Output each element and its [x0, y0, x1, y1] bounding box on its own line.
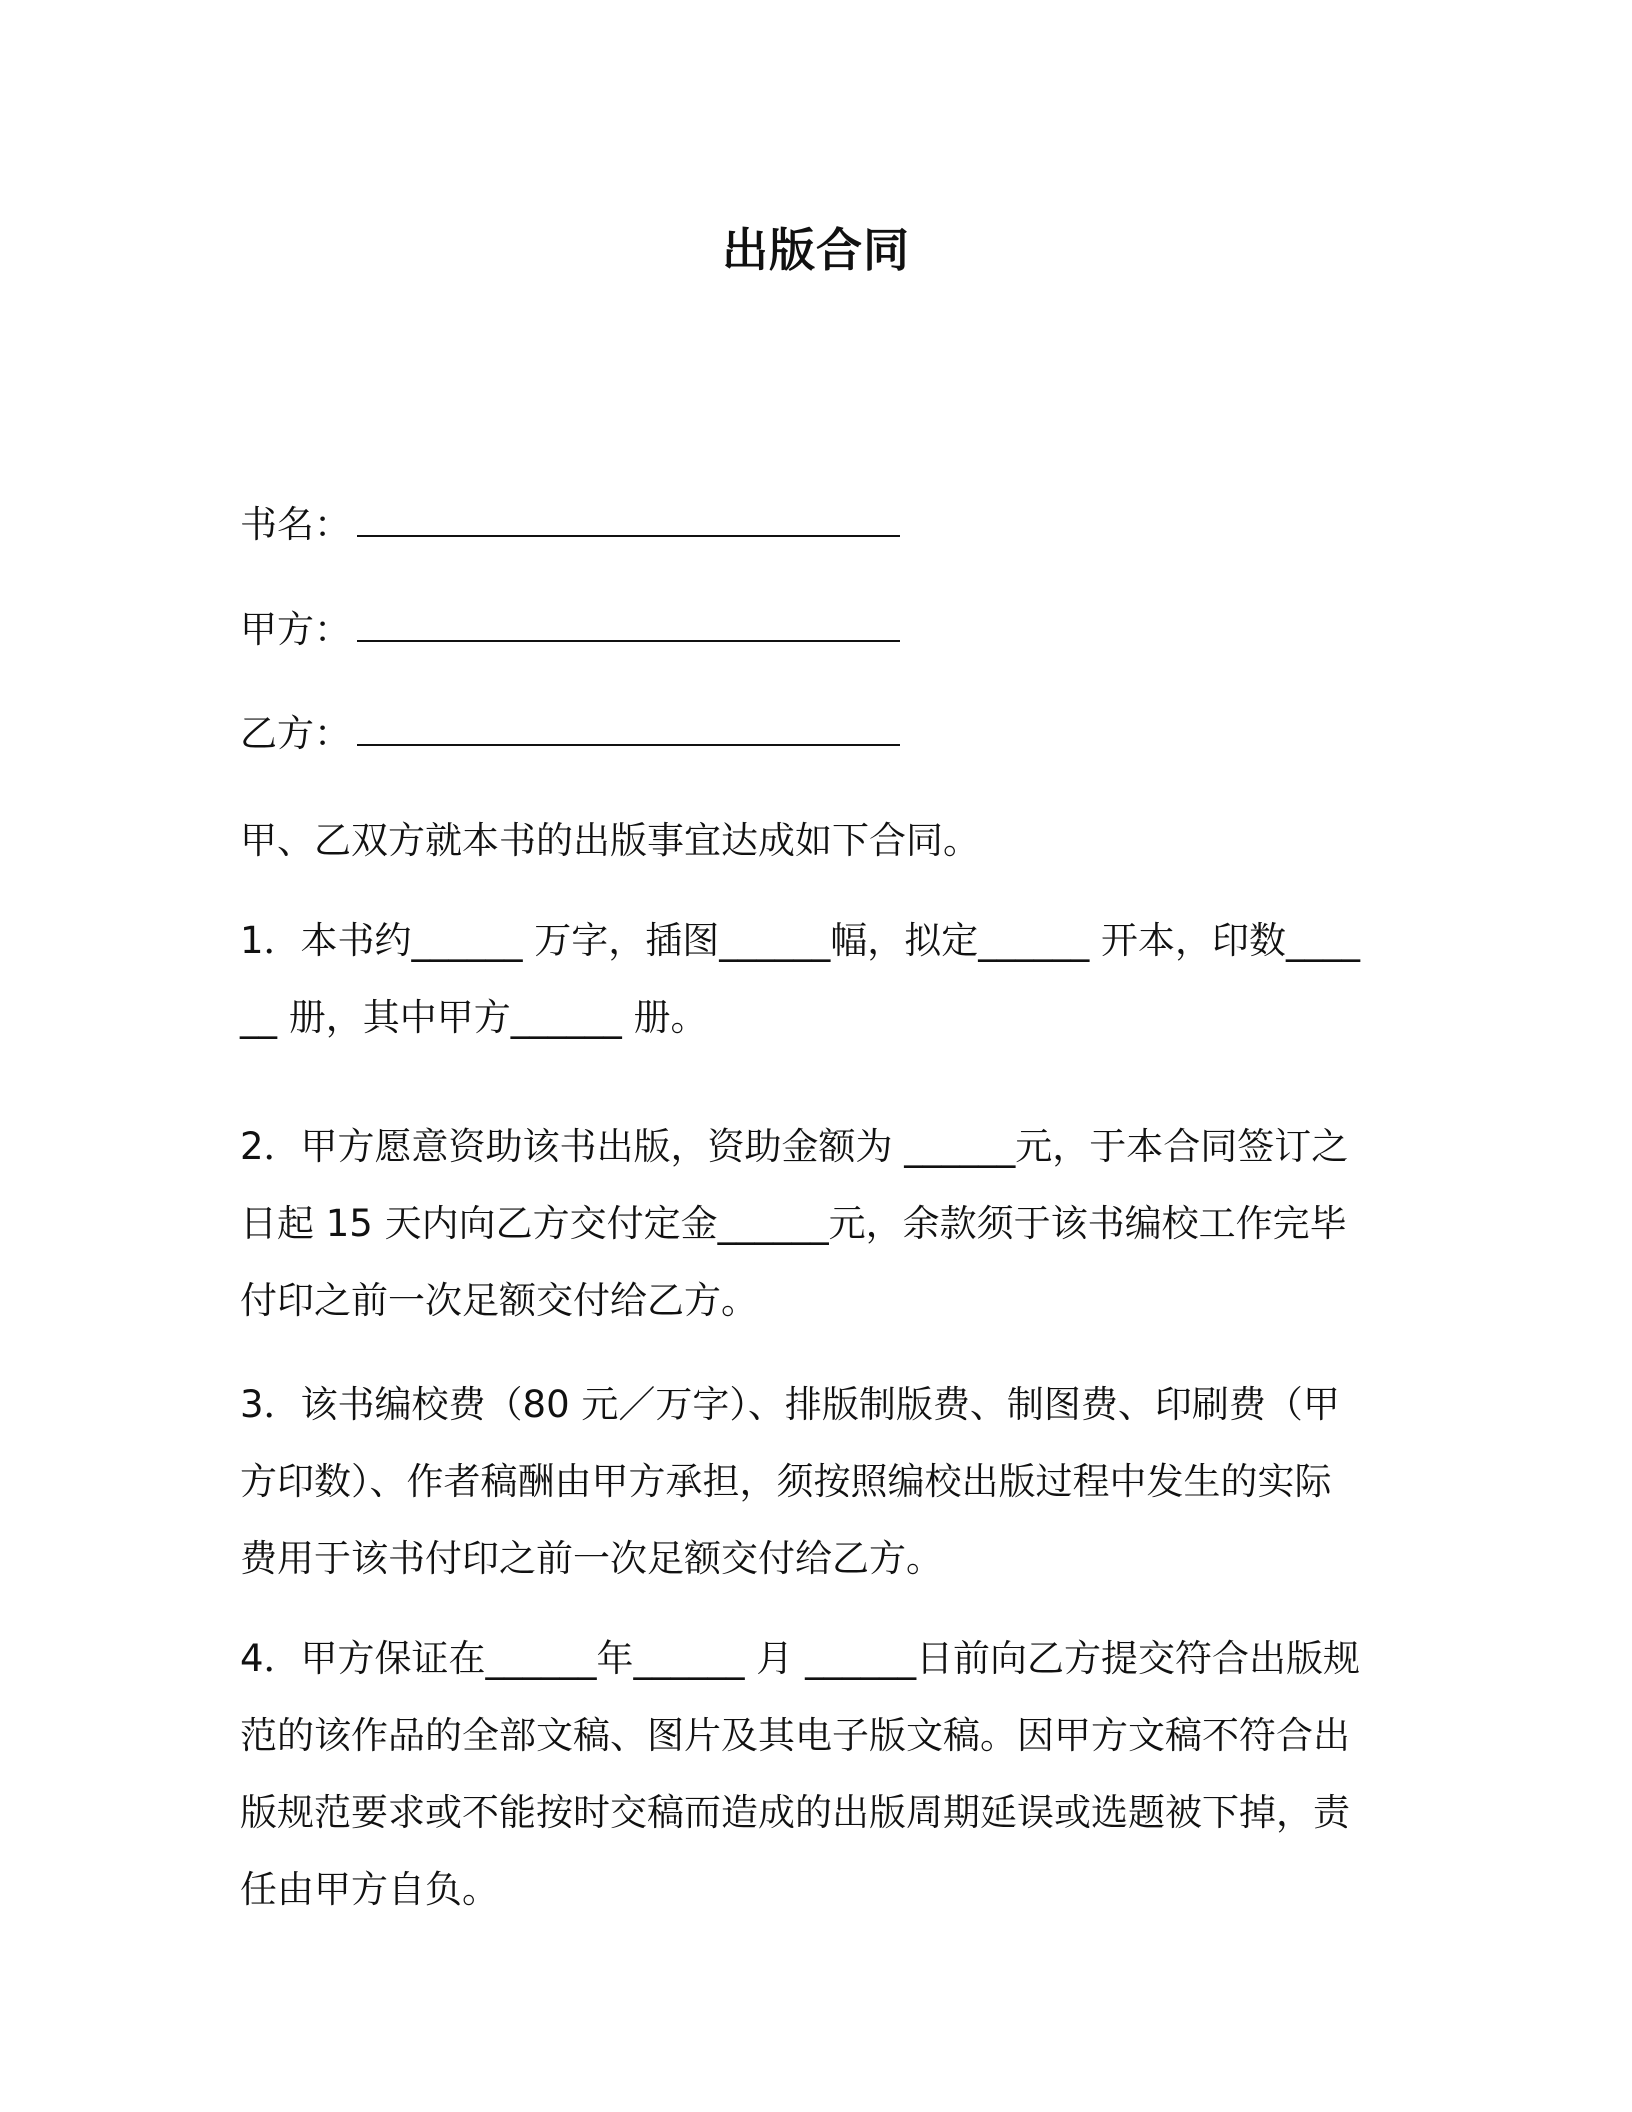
party-b-label: 乙方： [240, 712, 351, 755]
party-b-blank [357, 708, 900, 746]
party-a-blank [357, 604, 900, 642]
clause-2: 2．甲方愿意资助该书出版，资助金额为 ______元，于本合同签订之日起 15 天内向乙方交付定金______元，余款须于该书编校工作完毕付印之前一次足额交付给乙方。 [240, 1125, 1349, 1322]
document-title: 出版合同 [722, 223, 910, 277]
party-a-field [240, 604, 900, 655]
book-name-blank [357, 499, 900, 537]
intro-paragraph: 甲、乙双方就本书的出版事宜达成如下合同。 [240, 819, 980, 862]
clause-3: 3．该书编校费（80 元／万字）、排版制版费、制图费、印刷费（甲方印数）、作者稿酬由甲方承担，须按照编校出版过程中发生的实际费用于该书付印之前一次足额交付给乙方。 [240, 1383, 1340, 1580]
party-a-label: 甲方： [240, 608, 351, 651]
clause-1: 1．本书约______ 万字，插图______幅，拟定______ 开本，印数______ 册，其中甲方______ 册。 [240, 919, 1361, 1039]
party-b-field [240, 708, 900, 759]
book-name-field [240, 499, 900, 550]
clause-4: 4．甲方保证在______年______ 月 ______日前向乙方提交符合出版规范的该作品的全部文稿、图片及其电子版文稿。因甲方文稿不符合出版规范要求或不能按时交稿而造成的出版周期延误或选题被下掉，责任由甲方自负。 [240, 1637, 1361, 1911]
book-name-label: 书名： [240, 503, 351, 546]
